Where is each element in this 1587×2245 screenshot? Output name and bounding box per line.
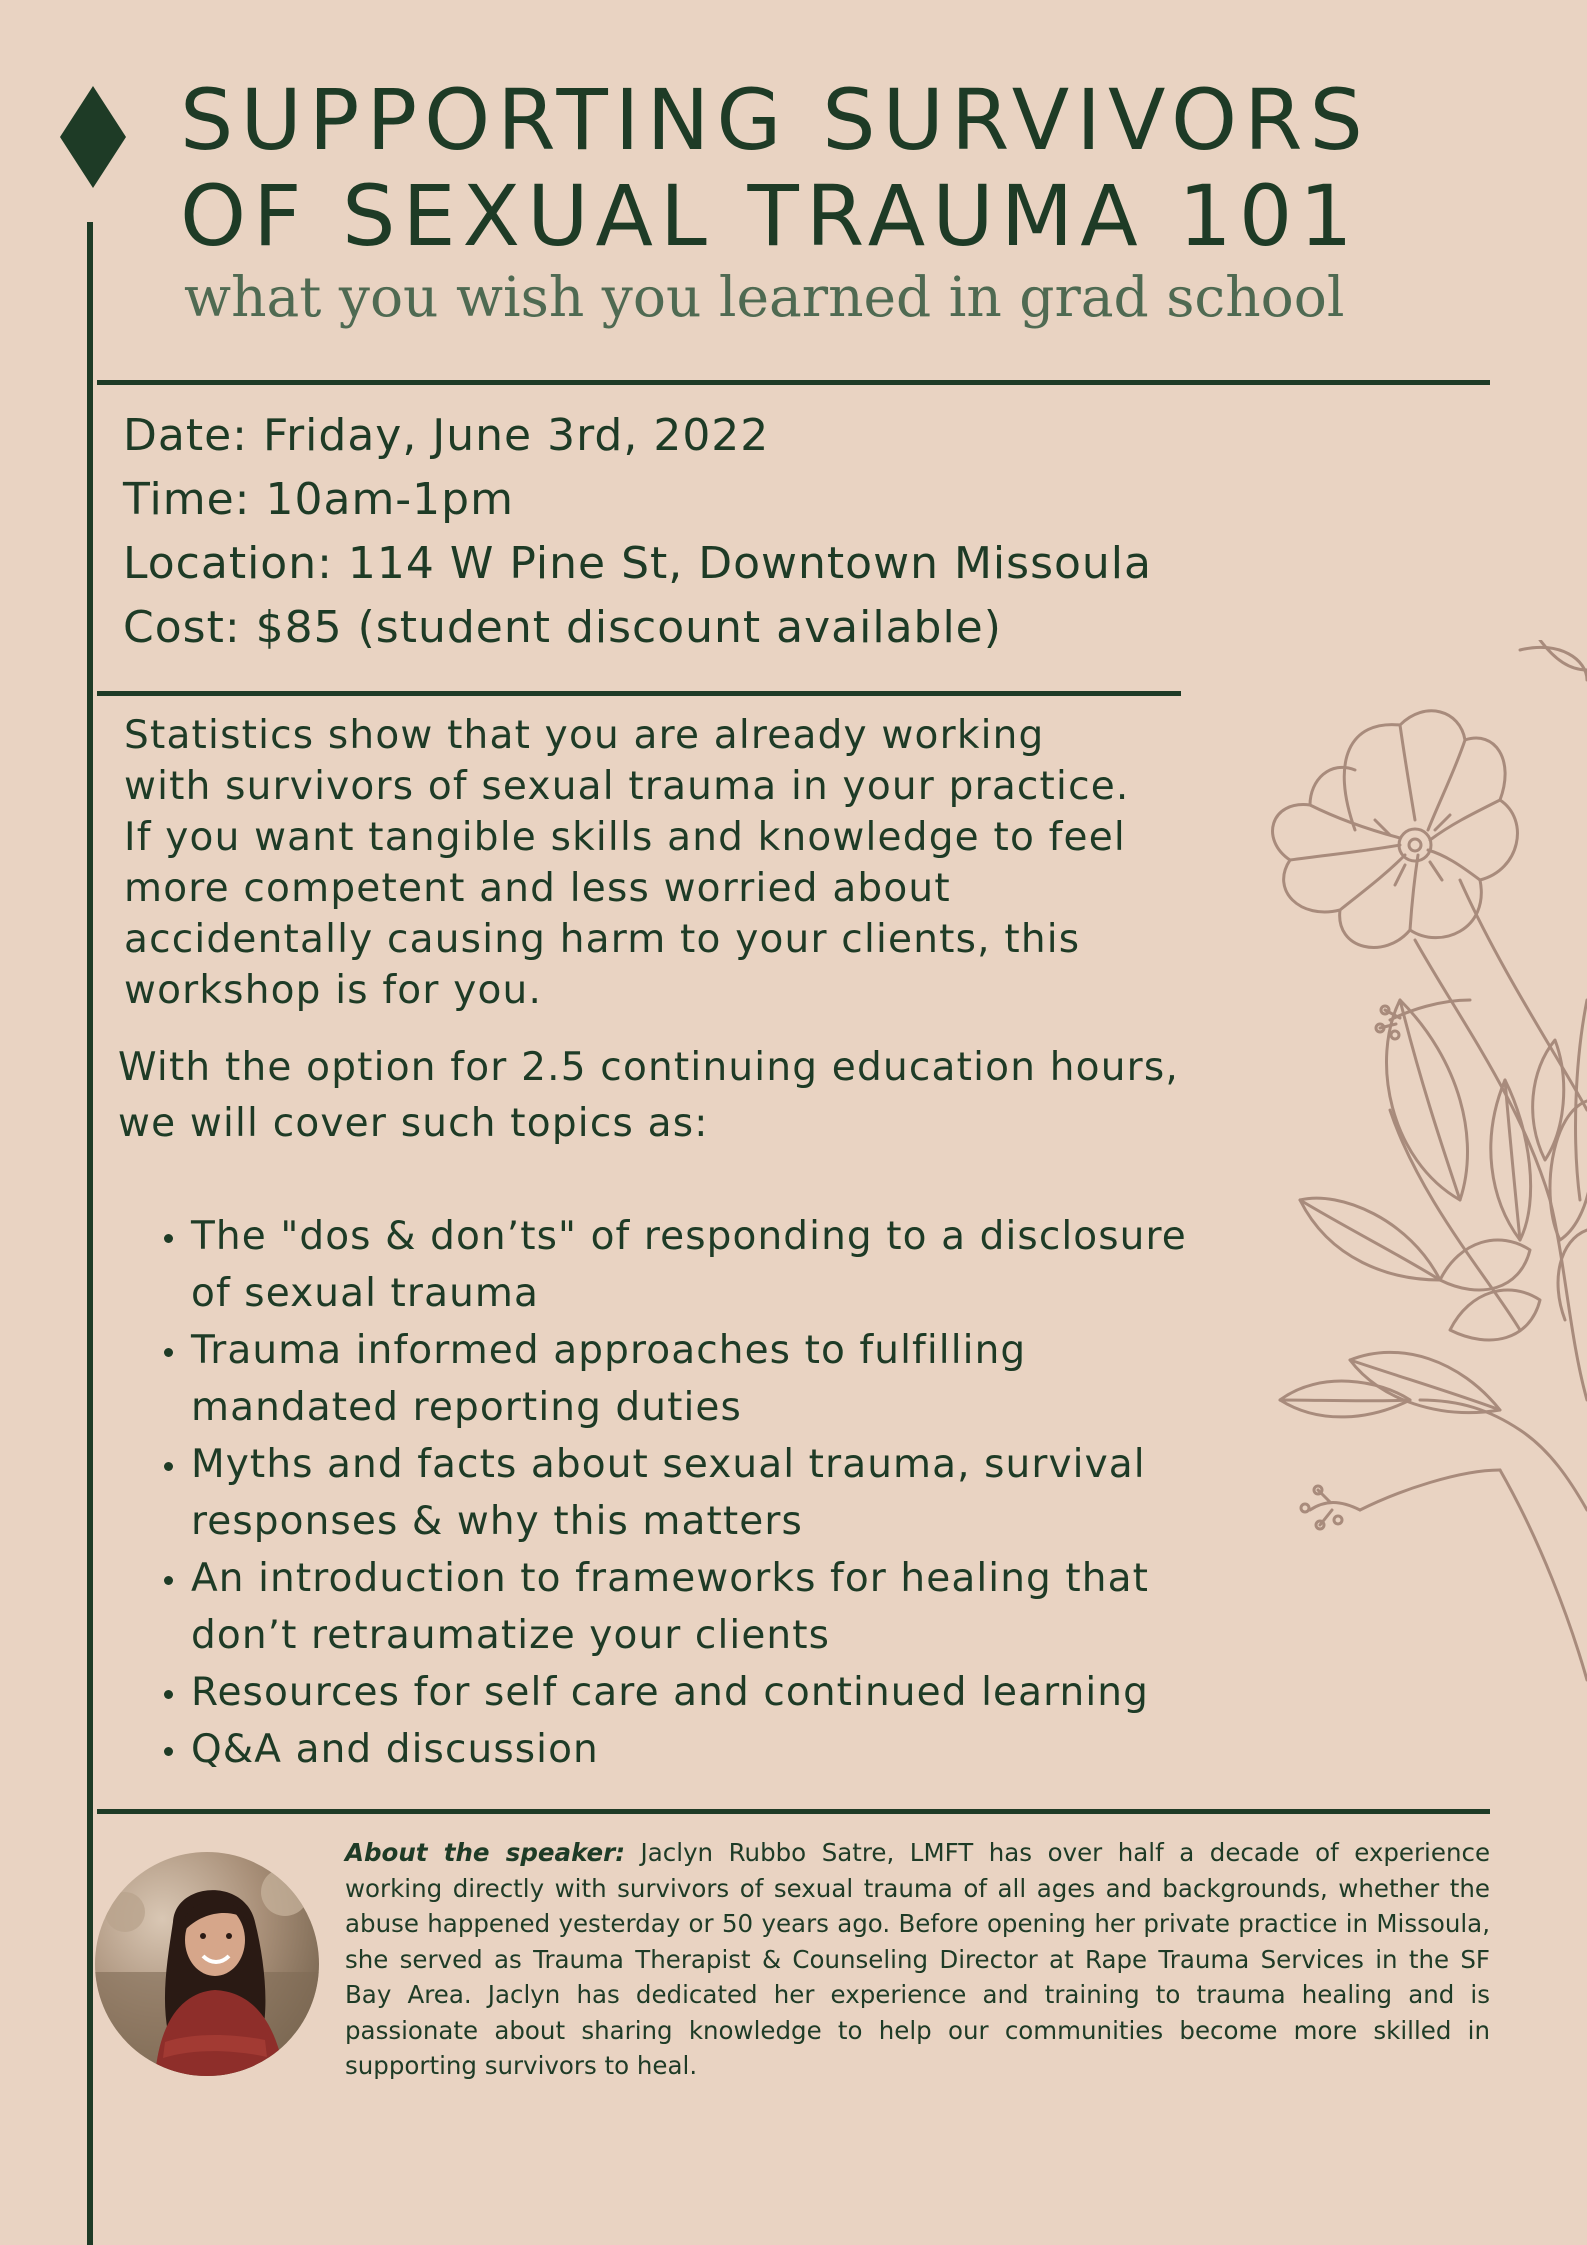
flower-illustration: [1160, 640, 1587, 1720]
list-item: The "dos & don’ts" of responding to a disclosure of sexual trauma: [158, 1208, 1218, 1322]
title-line-2: OF SEXUAL TRAUMA 101: [180, 167, 1360, 265]
event-cost: Cost: $85 (student discount available): [123, 602, 1002, 653]
divider-middle: [97, 691, 1181, 696]
page-subtitle: what you wish you learned in grad school: [184, 265, 1345, 329]
about-text: Jaclyn Rubbo Satre, LMFT has over half a decade of experience working directly with survivors of sexual trauma of all ages and backgrounds, whether the abuse happened yesterday or 50 years ago. Before opening her private practice in Missoula, she served as Trauma Therapist & Counseling Director at Rape Trauma Services in the SF Bay Area. Jaclyn has dedicated her experience and training to trauma healing and is passionate about sharing knowledge to help our communities become more skilled in supporting survivors to heal.: [345, 1838, 1491, 2080]
speaker-photo: [95, 1852, 319, 2076]
list-item: Q&A and discussion: [158, 1721, 1218, 1778]
list-item: Resources for self care and continued learning: [158, 1664, 1218, 1721]
event-details: [123, 404, 1223, 660]
topics-intro: With the option for 2.5 continuing education hours, we will cover such topics as:: [118, 1045, 1179, 1146]
about-speaker: [345, 1835, 1490, 2084]
about-label: About the speaker:: [345, 1838, 625, 1867]
page-title: [180, 72, 1430, 264]
title-line-1: SUPPORTING SURVIVORS: [180, 71, 1370, 169]
list-item: Myths and facts about sexual trauma, survival responses & why this matters: [158, 1436, 1218, 1550]
avatar: [95, 1852, 319, 2076]
list-item: Trauma informed approaches to fulfilling mandated reporting duties: [158, 1322, 1218, 1436]
topics-list: [158, 1208, 1218, 1778]
event-location: Location: 114 W Pine St, Downtown Missoula: [123, 538, 1152, 589]
left-vertical-line: [87, 222, 93, 2245]
list-item: An introduction to frameworks for healing that don’t retraumatize your clients: [158, 1550, 1218, 1664]
event-date: Date: Friday, June 3rd, 2022: [123, 410, 770, 461]
diamond-icon: [60, 86, 126, 188]
intro-paragraph: Statistics show that you are already working with survivors of sexual trauma in your practice. If you want tangible skills and knowledge to feel more competent and less worried about accidentally causing harm to your clients, this workshop is for you.: [124, 713, 1130, 1013]
event-time: Time: 10am-1pm: [123, 474, 514, 525]
divider-bottom: [97, 1809, 1490, 1814]
divider-top: [97, 380, 1490, 385]
